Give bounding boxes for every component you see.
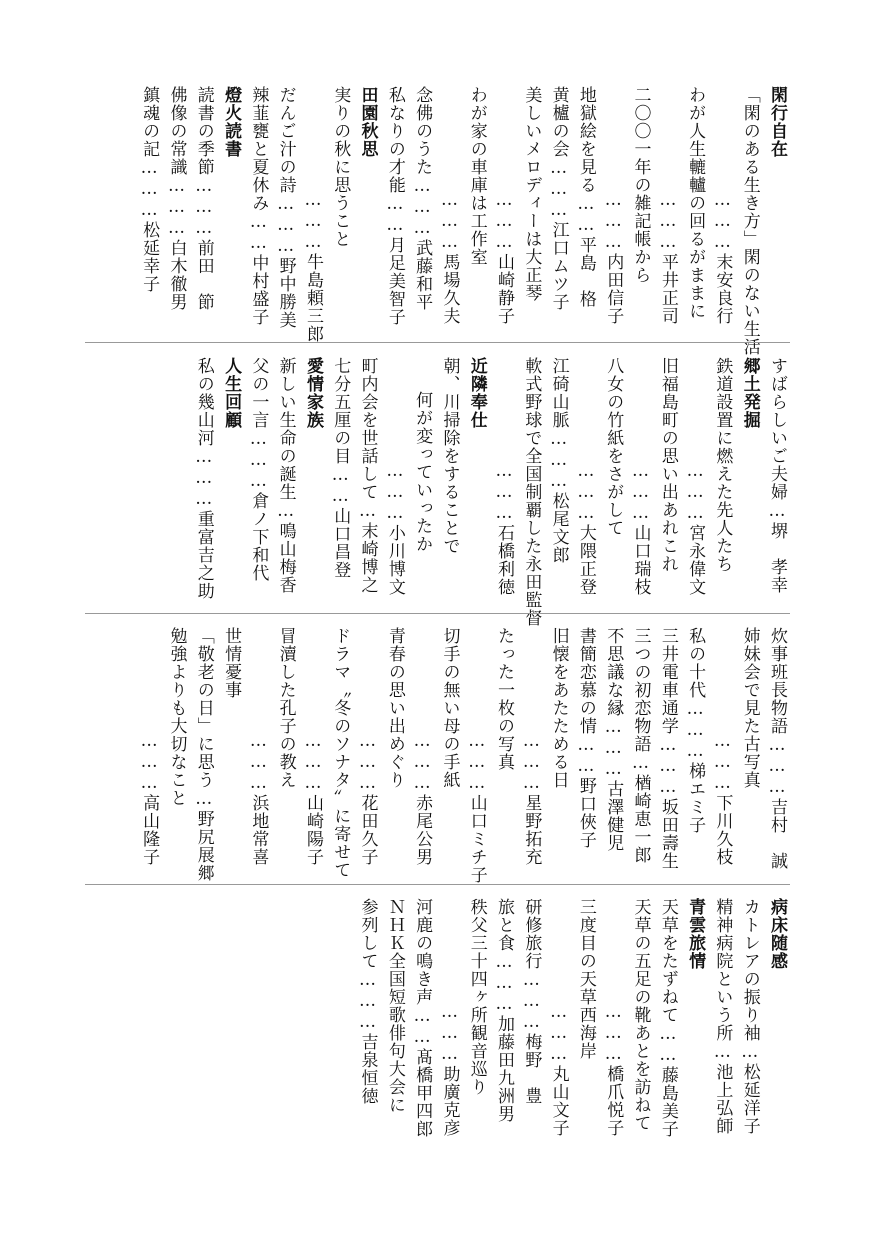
- toc-entry: ………星野拓充: [521, 731, 542, 866]
- toc-entry: ………宮永偉文: [685, 461, 706, 596]
- toc-entry: 朝、川掃除をすることで: [439, 357, 460, 555]
- toc-entry: 「閑のある生き方」閑のない生活: [739, 86, 760, 356]
- toc-entry: ………小川博文: [384, 461, 405, 596]
- section-heading: 病床随感: [767, 898, 787, 970]
- toc-entry: 三度目の天草西海岸: [575, 898, 596, 1060]
- toc-entry: ………石橋利徳: [494, 461, 515, 596]
- toc-entry: 旅と食………加藤田九洲男: [494, 898, 515, 1123]
- toc-entry: 青春の思い出めぐり: [384, 627, 405, 789]
- toc-entry: 二〇〇一年の雑記帳から: [630, 86, 651, 284]
- toc-entry: 精神病院という所…池上弘師: [712, 898, 733, 1135]
- toc-entry: ………丸山文子: [548, 1002, 569, 1137]
- section-heading: 青雲旅情: [685, 898, 706, 970]
- toc-entry: ………助廣克彦: [439, 1002, 460, 1137]
- toc-entry: 実りの秋に思うこと: [330, 86, 351, 248]
- toc-entry: ………花田久子: [357, 731, 378, 866]
- toc-entry: だんご汁の詩………野中勝美: [275, 86, 296, 329]
- toc-entry: 何が変っていったか: [412, 391, 433, 553]
- toc-entry: ………赤尾公男: [412, 731, 433, 866]
- toc-entry: 旧懐をあたためる日: [548, 627, 569, 789]
- toc-entry: 黄櫨の会………江口ムツ子: [548, 86, 569, 311]
- section-heading: 近隣奉仕: [466, 357, 487, 429]
- toc-entry: ………橋爪悦子: [603, 1002, 624, 1137]
- toc-entry: 世情憂事: [221, 627, 242, 699]
- toc-entry: 八女の竹紙をさがして: [603, 357, 624, 537]
- toc-entry: 新しい生命の誕生…鳴山梅香: [275, 357, 296, 594]
- toc-entry: 勉強よりも大切なこと: [166, 627, 187, 807]
- toc-entry: 読書の季節………前田 節: [193, 86, 214, 311]
- toc-entry: ………牛島頼三郎: [302, 190, 323, 343]
- toc-entry: 三井電車通学………坂田壽生: [657, 627, 678, 870]
- toc-entry: 父の一言………倉ノ下和代: [248, 357, 269, 582]
- toc-entry: 三つの初恋物語…楢崎恵一郎: [630, 627, 651, 864]
- toc-entry: 姉妹会で見た古写真: [739, 627, 760, 789]
- toc-entry: 天草の五足の靴あとを訪ねて: [630, 898, 651, 1132]
- toc-entry: ………高山隆子: [139, 731, 160, 866]
- divider: [85, 884, 790, 885]
- toc-entry: ＮＨＫ全国短歌俳句大会に: [384, 898, 405, 1114]
- toc-entry: 念佛のうた………武藤和平: [412, 86, 433, 311]
- toc-entry: 河鹿の鳴き声……髙橋甲四郎: [412, 898, 433, 1138]
- section-heading: 閑行自在: [767, 86, 787, 158]
- contents-section-2: [85, 357, 790, 627]
- toc-entry: 秩父三十四ヶ所観音巡り: [466, 898, 487, 1096]
- toc-entry: ………内田信子: [603, 190, 624, 325]
- toc-entry: 江碕山脈………松尾文郎: [548, 357, 569, 564]
- toc-entry: 軟式野球で全国制覇した永田監督: [521, 357, 542, 627]
- toc-entry: すばらしいご夫婦…堺 孝幸: [767, 357, 787, 594]
- section-heading: 燈火読書: [221, 86, 242, 158]
- toc-entry: 天草をたずねて……藤島美子: [657, 898, 678, 1138]
- toc-entry: たった一枚の写真: [494, 627, 515, 771]
- section-heading: 愛情家族: [302, 357, 323, 429]
- toc-entry: 鎮魂の記………松延幸子: [139, 86, 160, 293]
- contents-section-1: [85, 86, 790, 356]
- contents-section-4: [85, 898, 790, 1143]
- toc-entry: ………山口ミチ子: [466, 731, 487, 884]
- toc-entry: 書簡恋慕の情……野口俠子: [575, 627, 596, 849]
- toc-entry: 鉄道設置に燃えた先人たち: [712, 357, 733, 573]
- toc-entry: 美しいメロディーは大正琴: [521, 86, 542, 302]
- toc-entry: ………平井正司: [657, 190, 678, 325]
- toc-entry: ………大隈正登: [575, 461, 596, 596]
- toc-entry: 旧福島町の思い出あれこれ: [657, 357, 678, 573]
- section-heading: 田園秋思: [357, 86, 378, 158]
- toc-entry: 冒瀆した孔子の教え: [275, 627, 296, 789]
- toc-entry: ………馬場久夫: [439, 190, 460, 325]
- toc-entry: ………下川久枝: [712, 731, 733, 866]
- toc-entry: 七分五厘の目……山口昌登: [330, 357, 351, 579]
- toc-entry: 私の十代………梯エミ子: [685, 627, 706, 834]
- toc-entry: 参列して………吉泉恒徳: [357, 898, 378, 1105]
- toc-entry: 私なりの才能……月足美智子: [384, 86, 405, 326]
- toc-entry: 切手の無い母の手紙: [439, 627, 460, 789]
- toc-entry: ………山口瑞枝: [630, 461, 651, 596]
- toc-entry: ………末安良行: [712, 190, 733, 325]
- divider: [85, 342, 790, 343]
- toc-entry: わが人生轆轤の回るがままに: [685, 86, 706, 320]
- toc-entry: ………浜地常喜: [248, 731, 269, 866]
- section-heading: 郷土発掘: [739, 357, 760, 429]
- toc-entry: 「敬老の日」に思う…野尻展郷: [193, 627, 214, 882]
- toc-entry: 地獄絵を見る……平島 格: [575, 86, 596, 308]
- toc-entry: 炊事班長物語………吉村 誠: [767, 627, 787, 870]
- divider: [85, 613, 790, 614]
- section-heading: 人生回顧: [221, 357, 242, 429]
- toc-entry: ………山崎静子: [494, 190, 515, 325]
- toc-entry: ドラマ〝冬のソナタ〟に寄せて: [330, 627, 351, 879]
- toc-entry: 佛像の常識………白木徹男: [166, 86, 187, 311]
- toc-entry: 辣韮甕と夏休み……中村盛子: [248, 86, 269, 326]
- toc-entry: カトレアの振り袖…松延洋子: [739, 898, 760, 1135]
- toc-entry: 研修旅行………梅野 豊: [521, 898, 542, 1105]
- toc-entry: わが家の車庫は工作室: [466, 86, 487, 266]
- toc-entry: 不思議な縁………古澤健児: [603, 627, 624, 852]
- contents-section-3: [85, 627, 790, 884]
- toc-entry: 私の幾山河………重富吉之助: [193, 357, 214, 600]
- toc-entry: ………山崎陽子: [302, 731, 323, 866]
- toc-entry: 町内会を世話して…末崎博之: [357, 357, 378, 594]
